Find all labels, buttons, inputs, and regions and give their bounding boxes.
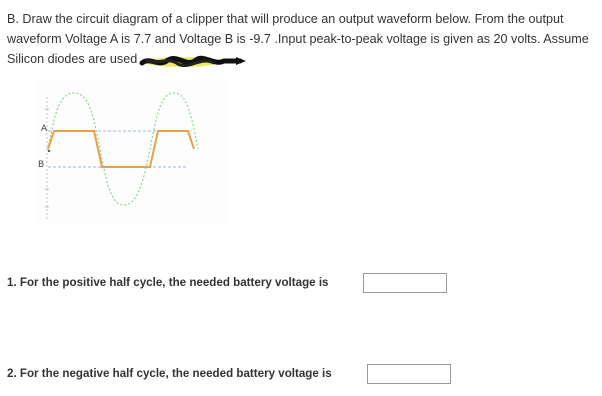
question-text <box>7 9 595 69</box>
question-line-3: Silicon diodes are used <box>7 52 138 66</box>
waveform-plot <box>38 79 226 223</box>
question-line-1: B. Draw the circuit diagram of a clipper that will produce an output waveform below. From the output <box>7 12 564 26</box>
q2-label: 2. For the negative half cycle, the needed battery voltage is <box>7 367 332 380</box>
waveform-figure <box>38 79 226 223</box>
q1-answer-input[interactable] <box>363 273 447 293</box>
q2-answer-input[interactable] <box>367 364 451 384</box>
label-b: B <box>38 160 45 170</box>
question-line-2: waveform Voltage A is 7.7 and Voltage B is -9.7 .Input peak-to-peak voltage is given as 20 volts. Assume <box>7 32 589 46</box>
label-a: A <box>41 124 48 134</box>
scribble-redaction <box>136 54 246 70</box>
marker-dot <box>48 150 50 152</box>
q1-label: 1. For the positive half cycle, the needed battery voltage is <box>7 276 329 289</box>
